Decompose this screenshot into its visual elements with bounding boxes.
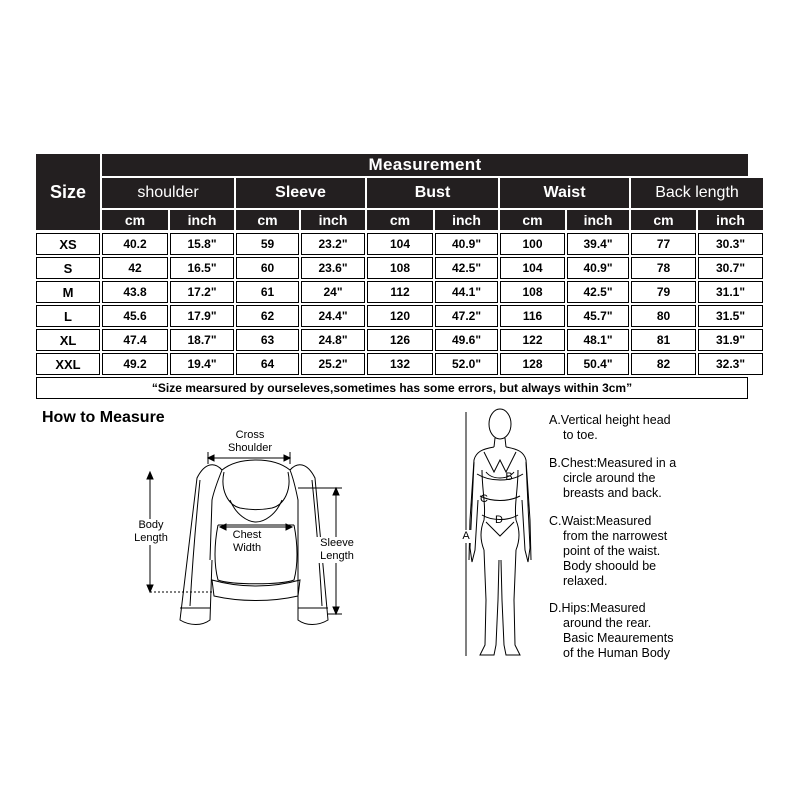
table-cell: 44.1": [435, 281, 498, 303]
table-cell: 59: [236, 233, 299, 255]
table-cell: 45.7": [567, 305, 629, 327]
table-cell: 24": [301, 281, 365, 303]
group-header-cell: Bust: [367, 178, 498, 208]
table-cell: 31.9": [698, 329, 763, 351]
table-cell: 108: [367, 257, 433, 279]
size-note: “Size mearsured by ourseleves,sometimes has some errors, but always within 3cm”: [36, 377, 748, 399]
table-cell: 24.8": [301, 329, 365, 351]
table-cell: 80: [631, 305, 696, 327]
table-cell: 47.4: [102, 329, 168, 351]
figure-label-a: A: [460, 530, 472, 543]
table-cell: 48.1": [567, 329, 629, 351]
table-cell: 82: [631, 353, 696, 375]
unit-header-cell: inch: [435, 210, 498, 230]
instruction-item: [549, 601, 673, 661]
size-header-cell: Size: [36, 154, 100, 230]
table-cell: 40.9": [567, 257, 629, 279]
body-length-label: Body Length: [128, 519, 174, 545]
table-cell: 17.9": [170, 305, 234, 327]
unit-header-cell: cm: [367, 210, 433, 230]
table-cell: 61: [236, 281, 299, 303]
table-cell: 24.4": [301, 305, 365, 327]
instruction-line: of the Human Body: [563, 646, 671, 660]
table-cell: 126: [367, 329, 433, 351]
table-cell: 52.0": [435, 353, 498, 375]
table-cell: 79: [631, 281, 696, 303]
instruction-first-line: D.Hips:Measured: [549, 601, 646, 615]
instruction-line: circle around the: [563, 471, 656, 485]
instruction-first-line: A.Vertical height head: [549, 413, 671, 427]
instruction-line: Basic Meaurements: [563, 631, 674, 645]
table-cell: 42.5": [435, 257, 498, 279]
unit-header-cell: cm: [631, 210, 696, 230]
instruction-line: Body shoould be: [563, 559, 657, 573]
table-cell: 32.3": [698, 353, 763, 375]
table-cell: 60: [236, 257, 299, 279]
table-cell: 30.3": [698, 233, 763, 255]
table-cell: 132: [367, 353, 433, 375]
table-cell: 104: [500, 257, 565, 279]
table-cell: 81: [631, 329, 696, 351]
table-cell: 17.2": [170, 281, 234, 303]
table-cell: 100: [500, 233, 565, 255]
table-cell: 64: [236, 353, 299, 375]
table-cell: 120: [367, 305, 433, 327]
instruction-line: to toe.: [563, 428, 598, 442]
table-cell: 62: [236, 305, 299, 327]
table-cell: 23.2": [301, 233, 365, 255]
figure-label-d: D: [495, 514, 503, 526]
size-label-cell: L: [36, 305, 100, 327]
unit-header-cell: cm: [102, 210, 168, 230]
table-cell: 78: [631, 257, 696, 279]
table-cell: 122: [500, 329, 565, 351]
size-label-cell: M: [36, 281, 100, 303]
group-header-cell: shoulder: [102, 178, 234, 208]
table-cell: 42: [102, 257, 168, 279]
size-label-cell: XL: [36, 329, 100, 351]
table-cell: 25.2": [301, 353, 365, 375]
table-cell: 50.4": [567, 353, 629, 375]
instruction-first-line: C.Waist:Measured: [549, 514, 652, 528]
instruction-line: breasts and back.: [563, 486, 662, 500]
unit-header-cell: cm: [500, 210, 565, 230]
table-cell: 128: [500, 353, 565, 375]
sleeve-length-label: Sleeve Length: [312, 537, 362, 563]
group-header-cell: Waist: [500, 178, 629, 208]
table-cell: 45.6: [102, 305, 168, 327]
table-cell: 30.7": [698, 257, 763, 279]
table-cell: 49.6": [435, 329, 498, 351]
instruction-line: relaxed.: [563, 574, 608, 588]
table-cell: 23.6": [301, 257, 365, 279]
table-cell: 116: [500, 305, 565, 327]
size-label-cell: S: [36, 257, 100, 279]
unit-header-cell: inch: [698, 210, 763, 230]
measurement-title-cell: Measurement: [102, 154, 748, 176]
table-cell: 40.9": [435, 233, 498, 255]
chest-width-label: Chest Width: [232, 529, 262, 554]
table-cell: 43.8: [102, 281, 168, 303]
figure-label-c: C: [480, 493, 488, 505]
size-label-cell: XS: [36, 233, 100, 255]
group-header-cell: Back length: [631, 178, 763, 208]
table-cell: 63: [236, 329, 299, 351]
unit-header-cell: cm: [236, 210, 299, 230]
table-cell: 31.1": [698, 281, 763, 303]
table-cell: 15.8": [170, 233, 234, 255]
table-cell: 104: [367, 233, 433, 255]
figure-label-b: B: [505, 471, 513, 483]
table-cell: 19.4": [170, 353, 234, 375]
group-header-cell: Sleeve: [236, 178, 365, 208]
table-cell: 40.2: [102, 233, 168, 255]
table-cell: 49.2: [102, 353, 168, 375]
instruction-line: around the rear.: [563, 616, 652, 630]
table-cell: 77: [631, 233, 696, 255]
table-cell: 47.2": [435, 305, 498, 327]
unit-header-cell: inch: [170, 210, 234, 230]
instruction-item: [549, 413, 671, 443]
size-label-cell: XXL: [36, 353, 100, 375]
table-cell: 16.5": [170, 257, 234, 279]
table-cell: 39.4": [567, 233, 629, 255]
instruction-item: [549, 456, 676, 501]
instruction-item: [549, 514, 667, 589]
table-cell: 42.5": [567, 281, 629, 303]
table-cell: 31.5": [698, 305, 763, 327]
instruction-line: point of the waist.: [563, 544, 661, 558]
unit-header-cell: inch: [301, 210, 365, 230]
cross-shoulder-label: Cross Shoulder: [227, 429, 273, 454]
how-to-measure-title: How to Measure: [42, 409, 165, 426]
instruction-first-line: B.Chest:Measured in a: [549, 456, 677, 470]
unit-header-cell: inch: [567, 210, 629, 230]
table-cell: 18.7": [170, 329, 234, 351]
table-cell: 108: [500, 281, 565, 303]
table-cell: 112: [367, 281, 433, 303]
instruction-line: from the narrowest: [563, 529, 668, 543]
